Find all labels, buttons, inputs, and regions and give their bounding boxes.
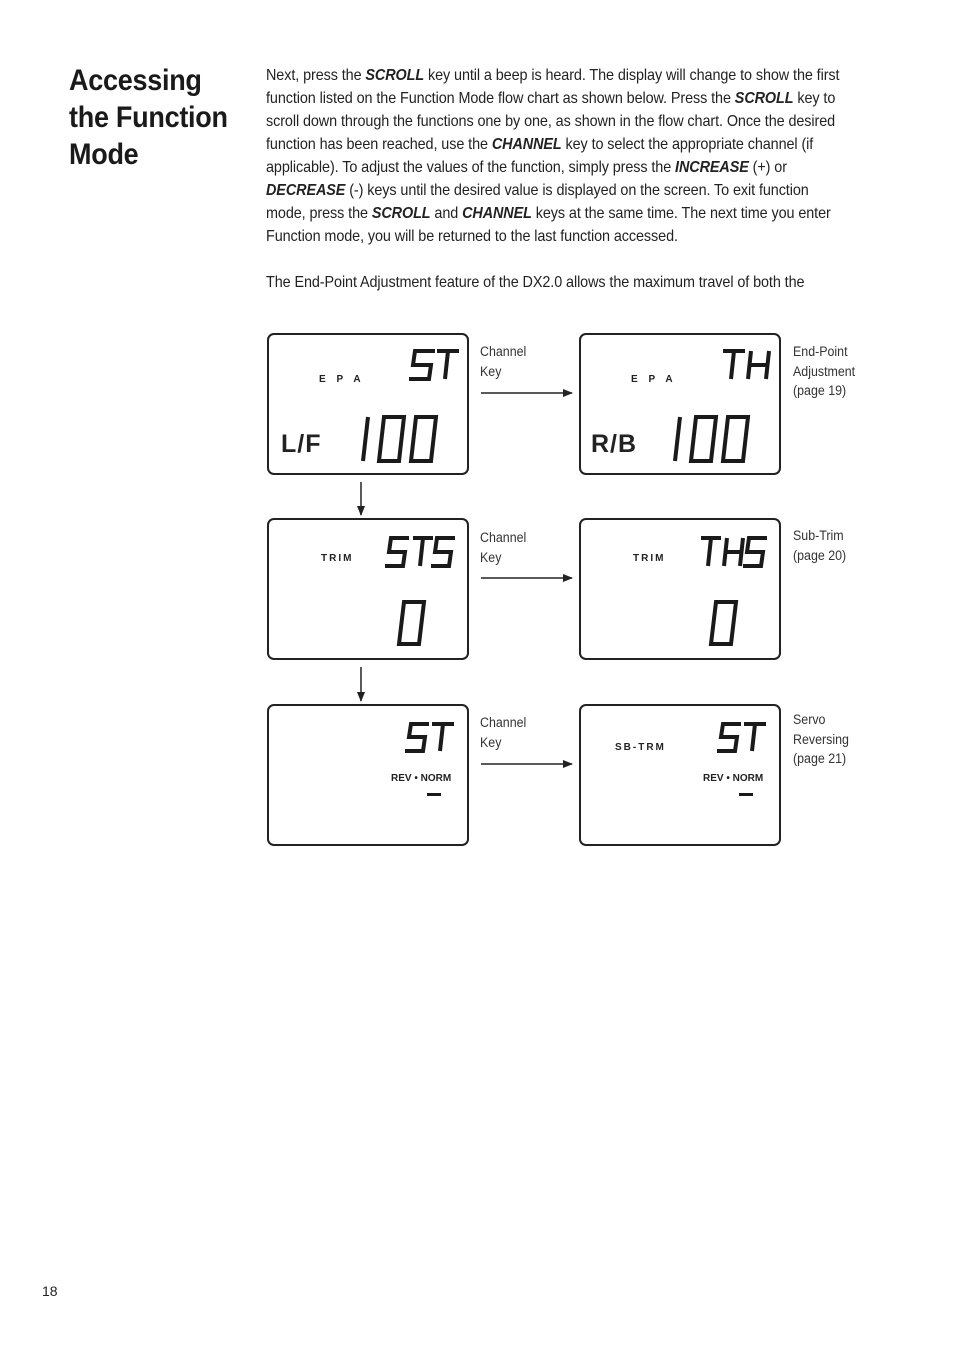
connector-line: Key: [480, 363, 502, 379]
text-run: key to select the appropriate channel (if applicable). To adjust the values of the function, simply press the: [266, 136, 814, 176]
text-run: key until a beep is heard. The display will change to show the first function listed on the Function Mode flow chart as shown below. Press the: [266, 67, 840, 107]
keyword-decrease: DECREASE: [266, 182, 346, 199]
text-run: Next, press the: [266, 67, 366, 84]
lcd-side-label: R/B: [591, 430, 638, 458]
page-number: 18: [42, 1283, 58, 1299]
connector-line: Channel: [480, 715, 527, 730]
note-line: End-Point: [793, 344, 848, 359]
lcd-side-label: L/F: [281, 430, 322, 458]
keyword-channel: CHANNEL: [462, 205, 532, 222]
keyword-scroll: SCROLL: [371, 205, 431, 222]
text-run: and: [430, 205, 463, 222]
text-run: keys at the same time. The next time you enter Function mode, you will be returned to the last function accessed.: [266, 205, 831, 245]
keyword-scroll: SCROLL: [734, 90, 794, 107]
lcd-mode-label: TRIM: [633, 553, 666, 564]
lcd-rev-norm-label: REV • NORM: [703, 773, 764, 784]
connector-line: Channel: [480, 344, 527, 359]
keyword-scroll: SCROLL: [365, 67, 425, 84]
lcd-rev-norm-label: REV • NORM: [391, 773, 452, 784]
note-line: Sub-Trim: [793, 528, 844, 543]
keyword-channel: CHANNEL: [491, 136, 562, 153]
note-line: Servo: [793, 712, 826, 727]
text-run: (+) or: [748, 159, 787, 176]
title-line-2: the Function: [69, 101, 228, 134]
lcd-mode-label: E P A: [319, 374, 365, 385]
title-line-3: Mode: [69, 138, 139, 171]
note-line: (page 19): [793, 383, 847, 398]
keyword-increase: INCREASE: [675, 159, 749, 176]
lcd-mode-label: TRIM: [321, 553, 354, 564]
connector-line: Key: [480, 734, 502, 750]
connector-line: Channel: [480, 530, 527, 545]
connector-line: Key: [480, 549, 502, 565]
note-line: Reversing: [793, 731, 849, 747]
note-line: Adjustment: [793, 363, 856, 379]
note-line: (page 20): [793, 547, 847, 563]
note-line: (page 21): [793, 751, 847, 766]
lcd-mode-label: SB-TRM: [615, 742, 666, 753]
epa-paragraph: The End-Point Adjustment feature of the DX2.0 allows the maximum travel of both the: [266, 274, 805, 291]
lcd-mode-label: E P A: [631, 374, 677, 385]
text-run: (-) keys until the desired value is displayed on the screen. To exit function mode, press the: [266, 182, 809, 222]
text-run: key to scroll down through the functions one by one, as shown in the flow chart. Once the desired function has been reached, use the: [266, 90, 836, 153]
title-line-1: Accessing: [69, 64, 202, 97]
